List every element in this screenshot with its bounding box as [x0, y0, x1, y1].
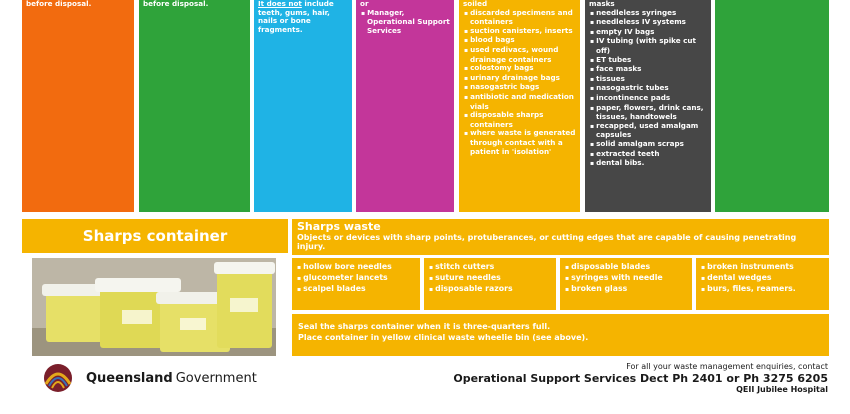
list-item: ▪ burs, files, reamers.	[701, 284, 824, 295]
list-item: ▪ discarded specimens and containers	[463, 9, 576, 27]
underlined-note: It does not	[258, 0, 302, 8]
sharps-container-photo	[32, 258, 276, 356]
column-list	[463, 9, 576, 157]
list-item: ▪ antibiotic and medication vials	[463, 93, 576, 111]
list-item: ▪ recapped, used amalgam capsules	[589, 122, 707, 140]
column-text: before disposal.	[143, 0, 209, 8]
sharps-container-title: Sharps container	[22, 219, 288, 253]
list-item: ▪ extracted teeth	[589, 150, 707, 160]
footer-line-3: QEII Jubilee Hospital	[736, 385, 828, 394]
list-item: ▪ colostomy bags	[463, 64, 576, 74]
list-item: ▪ broken glass	[565, 284, 687, 295]
waste-column-grey	[585, 0, 711, 212]
seal-instructions	[292, 314, 829, 356]
waste-column-cyan	[254, 0, 352, 212]
column-or: or	[360, 0, 369, 8]
list-item: ▪ disposable sharps containers	[463, 111, 576, 129]
list-item: ▪ needleless IV systems	[589, 18, 707, 28]
list-item: ▪ dental wedges	[701, 273, 824, 284]
list-item: ▪ disposable razors	[429, 284, 551, 295]
waste-column-green-right	[715, 0, 829, 212]
list-item: ▪ solid amalgam scraps	[589, 140, 707, 150]
coat-of-arms-icon	[36, 362, 80, 394]
list-item: ▪ nasogastric bags	[463, 83, 576, 93]
seal-line-1: Seal the sharps container when it is three-quarters full.	[298, 322, 551, 331]
list-item: ▪ stitch cutters	[429, 262, 551, 273]
footer-line-1: For all your waste management enquiries, contact	[626, 362, 828, 371]
list-item: ▪ needleless syringes	[589, 9, 707, 19]
list-item: ▪ incontinence pads	[589, 94, 707, 104]
list-item: ▪ broken instruments	[701, 262, 824, 273]
list-item: ▪ disposable blades	[565, 262, 687, 273]
sharps-items-box-2	[424, 258, 556, 310]
list-item: ▪ paper, flowers, drink cans, tissues, handtowels	[589, 104, 707, 122]
list-item: ▪ used redivacs, wound drainage containers	[463, 46, 576, 64]
list-item: ▪ scalpel blades	[297, 284, 415, 295]
sharps-container-image	[32, 258, 276, 356]
list-item: ▪ urinary drainage bags	[463, 74, 576, 84]
list-item: ▪ nasogastric tubes	[589, 84, 707, 94]
column-partial: soiled	[463, 0, 488, 8]
column-partial: masks	[589, 0, 615, 8]
list-item: ▪ glucometer lancets	[297, 273, 415, 284]
sharps-items-box-3	[560, 258, 692, 310]
waste-column-magenta	[356, 0, 454, 212]
sharps-items-box-4	[696, 258, 829, 310]
column-list	[589, 9, 707, 169]
waste-column-orange	[22, 0, 134, 212]
sharps-description: Objects or devices with sharp points, protuberances, or cutting edges that are capable of causing penetrating injury.	[297, 233, 797, 251]
column-text: before disposal.	[26, 0, 92, 8]
sharps-list	[429, 262, 551, 295]
waste-column-yellow	[459, 0, 580, 212]
list-item: ▪ where waste is generated through contact with a patient in 'isolation'	[463, 129, 576, 156]
sharps-heading: Sharps waste	[297, 220, 381, 233]
sharps-list	[565, 262, 687, 295]
logo-suffix: Government	[175, 370, 257, 386]
list-item: ▪ blood bags	[463, 36, 576, 46]
list-item: ▪ suction canisters, inserts	[463, 27, 576, 37]
list-item: ▪ dental bibs.	[589, 159, 707, 169]
list-item: ▪ suture needles	[429, 273, 551, 284]
queensland-government-logo	[36, 362, 276, 394]
list-item: ▪ ET tubes	[589, 56, 707, 66]
sharps-items-box-1	[292, 258, 420, 310]
list-item: ▪ hollow bore needles	[297, 262, 415, 273]
sharps-waste-header	[292, 219, 829, 255]
footer-line-2: Operational Support Services Dect Ph 2401 or Ph 3275 6205	[453, 372, 828, 385]
sharps-list	[297, 262, 415, 295]
seal-line-2: Place container in yellow clinical waste wheelie bin (see above).	[298, 333, 589, 342]
contact-footer	[453, 362, 828, 395]
list-item: ▪ tissues	[589, 75, 707, 85]
list-item: ▪ face masks	[589, 65, 707, 75]
list-item: ▪ empty IV bags	[589, 28, 707, 38]
list-item: ▪ syringes with needle	[565, 273, 687, 284]
column-text: include teeth, gums, hair, nails or bone fragments.	[258, 0, 334, 34]
column-list	[360, 9, 450, 36]
list-item: ▪ IV tubing (with spike cut off)	[589, 37, 707, 55]
waste-column-green	[139, 0, 250, 212]
sharps-list	[701, 262, 824, 295]
list-item: ▪ Manager, Operational Support Services	[360, 9, 450, 36]
logo-name: Queensland	[86, 370, 173, 386]
